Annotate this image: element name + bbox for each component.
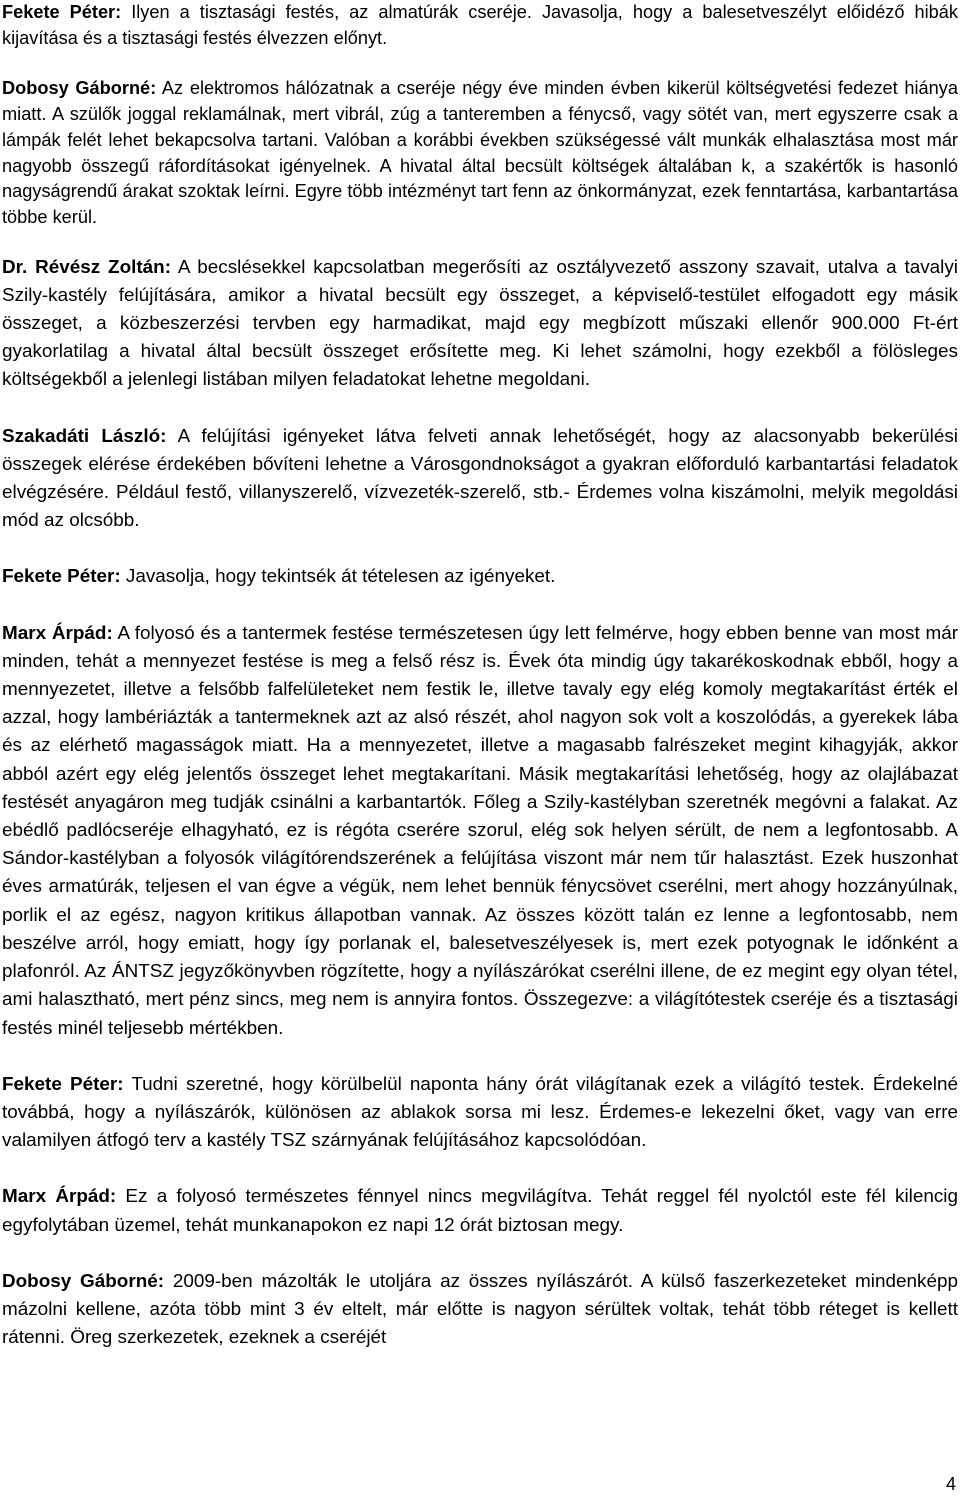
paragraph-fekete-peter-3 bbox=[2, 1071, 958, 1156]
paragraph-text: Tudni szeretné, hogy körülbelül naponta hány órát világítanak ezek a világító testek. Érdekelné továbbá, hogy a nyílászárók, különösen az ablakok sorsa mi lesz. Érdemes-e lekezelni őket, vagy van erre valamilyen átfogó terv a kastély TSZ szárnyának felújításához kapcsolódóan. bbox=[2, 1073, 958, 1152]
speaker-name: Dobosy Gáborné: bbox=[2, 78, 157, 99]
speaker-name: Fekete Péter: bbox=[2, 566, 121, 588]
speaker-name: Fekete Péter: bbox=[2, 1073, 124, 1095]
speaker-name: Dr. Révész Zoltán: bbox=[2, 256, 172, 278]
speaker-name: Szakadáti László: bbox=[2, 425, 167, 447]
paragraph-revesz-zoltan bbox=[2, 254, 958, 395]
speaker-name: Fekete Péter: bbox=[2, 2, 122, 22]
paragraph-dobosy-gaborne-2 bbox=[2, 1268, 958, 1353]
paragraph-dobosy-gaborne-1 bbox=[2, 76, 958, 230]
paragraph-fekete-peter-1 bbox=[2, 0, 958, 51]
page-number: 4 bbox=[945, 1474, 956, 1494]
paragraph-text: Ez a folyosó természetes fénnyel nincs megvilágítva. Tehát reggel fél nyolctól este fél kilencig egyfolytában üzemel, tehát munkanapokon ez napi 12 órát biztosan megy. bbox=[2, 1186, 959, 1236]
paragraph-szakadati-laszlo bbox=[2, 423, 958, 536]
paragraph-text: A becslésekkel kapcsolatban megerősíti az osztályvezető asszony szavait, utalva a tavalyi Szily-kastély felújítására, amikor a hivatal becsült egy összeget, a képviselő-testület elfogadott egy másik összeget, a közbeszerzési tervben egy harmadikat, majd egy megbízott műszaki ellenőr 900.000 Ft-ért gyakorlatilag a hivatal által becsült összeget erősítette meg. Ki lehet számolni, hogy ezekből a fölösleges költségekből a jelenlegi listában milyen feladatokat lehetne megoldani. bbox=[2, 256, 958, 391]
document-page bbox=[2, 0, 958, 1352]
speaker-name: Dobosy Gáborné: bbox=[2, 1270, 165, 1292]
speaker-name: Marx Árpád: bbox=[2, 1186, 117, 1208]
paragraph-text: 2009-ben mázolták le utoljára az összes nyílászárót. A külső faszerkezeteket mindenképp mázolni kellene, azóta több mint 3 év eltelt, már előtte is nagyon sérültek voltak, tehát több réteget is kellett rátenni. Öreg szerkezetek, ezeknek a cseréjét bbox=[2, 1270, 958, 1349]
paragraph-text: Az elektromos hálózatnak a cseréje négy éve minden évben kikerül költségvetési fedezet hiánya miatt. A szülők joggal reklamálnak, mert vibrál, zúg a tanteremben a fénycső, vagy sötét van, mert egyszerre csak a lámpák felét lehet bekapcsolva tartani. Valóban a korábbi években szükségessé vált munkák elhalasztása most már nagyobb összegű ráfordításokat igényelnek. A hivatal által becsült költségek általában k, a szakértők is hasonló nagyságrendű árakat szoktak leírni. Egyre több intézményt tart fenn az önkormányzat, ezek fenntartása, karbantartása többe kerül. bbox=[2, 78, 958, 227]
paragraph-text: A felújítási igényeket látva felveti annak lehetőségét, hogy az alacsonyabb bekerülési összegek elérése érdekében bővíteni lehetne a Városgondnokságot a gyakran előforduló karbantartási feladatok elvégzésére. Például festő, villanyszerelő, vízvezeték-szerelő, stb.- Érdemes volna kiszámolni, melyik megoldási mód az olcsóbb. bbox=[2, 425, 958, 532]
speaker-name: Marx Árpád: bbox=[2, 622, 113, 644]
paragraph-text: Javasolja, hogy tekintsék át tételesen az igényeket. bbox=[120, 566, 556, 588]
paragraph-text: Ilyen a tisztasági festés, az almatúrák cseréje. Javasolja, hogy a balesetveszélyt előidéző hibák kijavítása és a tisztasági festés élvezzen előnyt. bbox=[2, 2, 959, 48]
paragraph-text: A folyosó és a tantermek festése természetesen úgy lett felmérve, hogy ebben benne van most már minden, tehát a mennyezet festése is meg a felső rész is. Évek óta mindig úgy takarékoskodnak ebből, hogy a mennyezetet, illetve a felsőbb falfelületeket nem festik le, illetve tavaly egy elég komoly megtakarítást érték el azzal, hogy lambériázták a tantermeknek azt az alsó részét, ahol nagyon sok volt a koszolódás, a gyerekek lába és az elérhető magasságok miatt. Ha a mennyezetet, illetve a magasabb falrészeket megint kihagyják, akkor abból azért egy elég jelentős összeget lehet megtakarítani. Másik megtakarítási lehetőség, hogy az olajlábazat festését anyagáron meg tudják csinálni a karbantartók. Főleg a Szily-kastélyban szeretnék megóvni a falakat. Az ebédlő padlócseréje elhagyható, ez is régóta cserére szorul, elég sok helyen sérült, de nem a legfontosabb. A Sándor-kastélyban a folyosók világítórendszerének a felújítása viszont már nem tűr halasztást. Ezek huszonhat éves armatúrák, teljesen el van égve a végük, nem lehet bennük fénycsövet cserélni, mert ahogy hozzányúlnak, porlik el az egész, nagyon kritikus állapotban vannak. Az összes között talán ez lenne a legfontosabb, nem beszélve arról, hogy emiatt, hogy így porlanak el, balesetveszélyesek is, mert ezek potyognak le időnként a plafonról. Az ÁNTSZ jegyzőkönyvben rögzítette, hogy a nyílászárókat cserélni illene, de ez megint egy olyan tétel, ami halasztható, mert pénz sincs, meg nem is annyira fontos. Összegezve: a világítótestek cseréje és a tisztasági festés minél teljesebb mértékben. bbox=[2, 622, 959, 1039]
paragraph-marx-arpad-2 bbox=[2, 1183, 958, 1239]
paragraph-marx-arpad-1 bbox=[2, 620, 958, 1043]
paragraph-fekete-peter-2 bbox=[2, 563, 958, 591]
